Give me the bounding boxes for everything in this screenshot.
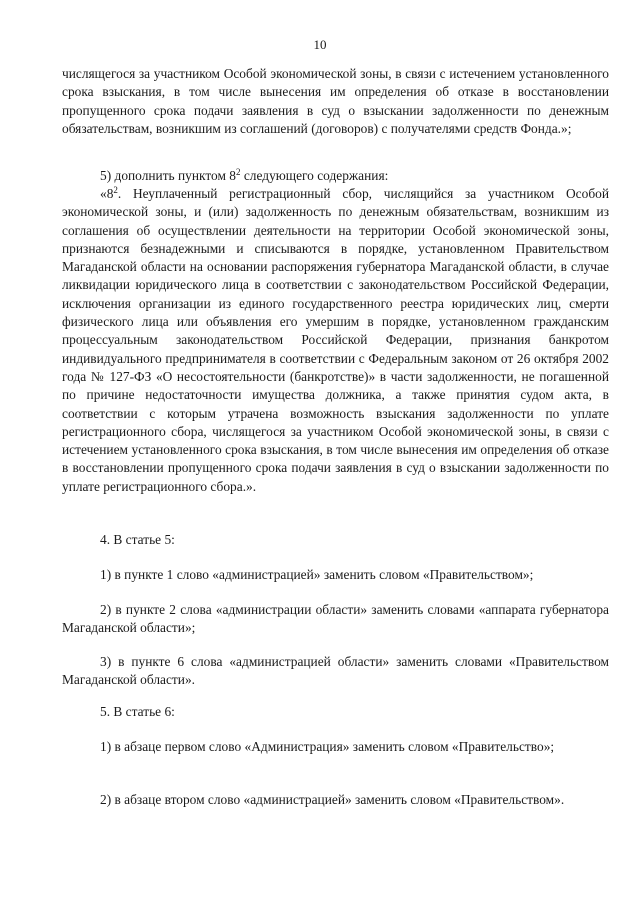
paragraph-text: 2) в абзаце втором слово «администрацией» заменить словом «Правительством».	[100, 792, 565, 807]
paragraph-text: «8	[100, 186, 114, 201]
paragraph-text: 4. В статье 5:	[100, 532, 175, 547]
paragraph-article-6-item-1	[62, 738, 609, 756]
superscript: 2	[113, 185, 118, 195]
paragraph-text: 5) дополнить пунктом 8	[100, 168, 237, 183]
paragraph-text: 2) в пункте 2 слова «администрации области» заменить словами «аппарата губернатора Магаданской области»;	[62, 602, 609, 636]
paragraph-text: следующего содержания:	[240, 168, 389, 183]
paragraph-article-5-item-3	[62, 653, 609, 690]
paragraph-article-5	[62, 531, 609, 549]
page-number: 10	[313, 37, 327, 52]
paragraph-article-5-item-1	[62, 566, 609, 584]
paragraph-article-6-item-2	[62, 791, 609, 809]
paragraph-continuation	[62, 65, 609, 138]
superscript: 2	[236, 167, 241, 177]
paragraph-text: числящегося за участником Особой экономической зоны, в связи с истечением установленного срока взыскания, в том числе вынесения им определения об отказе в восстановлении пропущенного срока подачи заявления в суд о взыскании задолженности по денежным обязательствам, возникшим из соглашений (договоров) с получателями средств Фонда.»;	[62, 66, 609, 136]
paragraph-text: . Неуплаченный регистрационный сбор, числящийся за участником Особой экономической зоны, и (или) задолженность по денежным обязательствам, возникшим из соглашения об осуществлении деятельности на территории Особой экономической зоны, признаются безнадежными и списываются в порядке, установленном Правительством Магаданской области на основании распоряжения губернатора Магаданской области, в случае ликвидации юридического лица в соответствии с законодательством Российской Федерации, исключения организации из единого государственного реестра юридических лиц, смерти физического лица или объявления его умершим в порядке, установленном гражданским процессуальным законодательством Российской Федерации, признания банкротом индивидуального предпринимателя в соответствии с Федеральным законом от 26 октября 2002 года № 127-ФЗ «О несостоятельности (банкротстве)» в части задолженности, не погашенной по причине недостаточности имущества должника, а также принятия судом акта, в соответствии с которым утрачена возможность взыскания задолженности по уплате регистрационного сбора, числящегося за участником Особой экономической зоны, в связи с истечением установленного срока взыскания, в том числе вынесения им определения об отказе в восстановлении пропущенного срока подачи заявления в суд о взыскании задолженности по уплате регистрационного сбора.».	[62, 186, 609, 494]
paragraph-article-6	[62, 703, 609, 721]
paragraph-article-5-item-2	[62, 601, 609, 638]
paragraph-text: 3) в пункте 6 слова «администрацией области» заменить словами «Правительством Магаданской области».	[62, 654, 609, 688]
paragraph-point-8-2	[62, 185, 609, 496]
paragraph-text: 5. В статье 6:	[100, 704, 175, 719]
paragraph-item-5	[62, 167, 609, 185]
paragraph-text: 1) в абзаце первом слово «Администрация» заменить словом «Правительство»;	[100, 739, 555, 754]
paragraph-text: 1) в пункте 1 слово «администрацией» заменить словом «Правительством»;	[100, 567, 534, 582]
